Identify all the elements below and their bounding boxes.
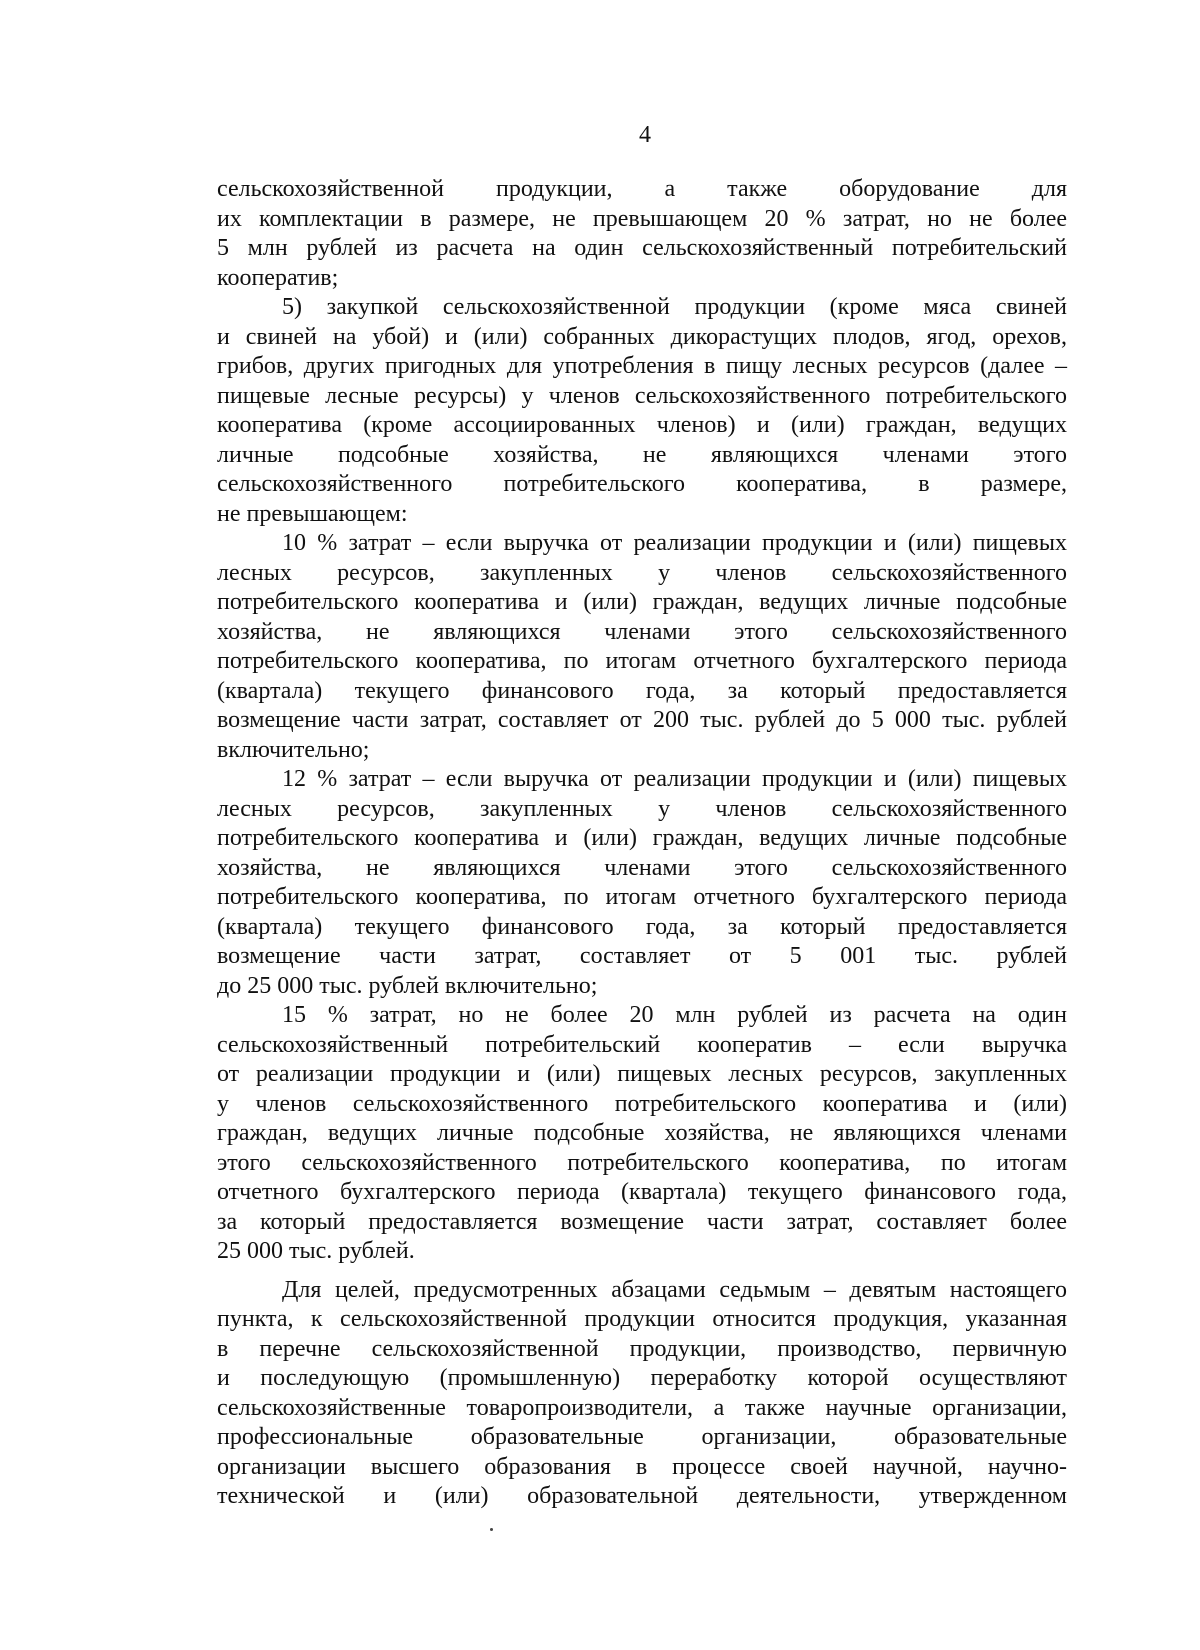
text-line: граждан, ведущих личные подсобные хозяйства, не являющихся членами <box>217 1120 1067 1146</box>
paragraph-rate-10 <box>217 529 1067 765</box>
paragraph-item-5 <box>217 293 1067 529</box>
text-line: (квартала) текущего финансового года, за который предоставляется <box>217 913 1067 940</box>
text-line: (квартала) текущего финансового года, за который предоставляется <box>217 677 1067 704</box>
text-line: организации высшего образования в процессе своей научной, научно- <box>217 1453 1067 1480</box>
scan-speck <box>490 1528 493 1531</box>
text-line: не превышающем: <box>217 500 408 527</box>
text-line: и свиней на убой) и (или) собранных дикорастущих плодов, ягод, орехов, <box>217 323 1067 350</box>
text-line: потребительского кооператива, по итогам отчетного бухгалтерского периода <box>217 884 1067 910</box>
text-line: 5 млн рублей из расчета на один сельскохозяйственный потребительский <box>217 235 1067 261</box>
text-line: их комплектации в размере, не превышающем 20 % затрат, но не более <box>217 205 1067 232</box>
text-line: профессиональные образовательные организации, образовательные <box>217 1424 1067 1450</box>
text-line: сельскохозяйственные товаропроизводители, а также научные организации, <box>217 1394 1067 1421</box>
text-line: лесных ресурсов, закупленных у членов сельскохозяйственного <box>217 795 1067 822</box>
text-line: в перечне сельскохозяйственной продукции, производство, первичную <box>217 1335 1067 1362</box>
text-line: личные подсобные хозяйства, не являющихся членами этого <box>217 441 1067 468</box>
paragraph-definitions <box>217 1276 1067 1512</box>
text-line: кооператив; <box>217 264 339 291</box>
text-line: 10 % затрат – если выручка от реализации продукции и (или) пищевых <box>282 530 1067 556</box>
text-line: 12 % затрат – если выручка от реализации продукции и (или) пищевых <box>282 766 1067 792</box>
paragraph-continuation <box>217 175 1067 293</box>
text-line: у членов сельскохозяйственного потребительского кооператива и (или) <box>217 1090 1067 1117</box>
text-line: возмещение части затрат, составляет от 200 тыс. рублей до 5 000 тыс. рублей <box>217 707 1067 733</box>
text-line: и последующую (промышленную) переработку которой осуществляют <box>217 1365 1067 1391</box>
text-line: технической и (или) образовательной деятельности, утвержденном <box>217 1483 1067 1509</box>
text-line: хозяйства, не являющихся членами этого сельскохозяйственного <box>217 618 1067 645</box>
text-line: пищевые лесные ресурсы) у членов сельскохозяйственного потребительского <box>217 382 1067 409</box>
text-line: до 25 000 тыс. рублей включительно; <box>217 972 598 999</box>
text-line: включительно; <box>217 736 370 763</box>
text-line: потребительского кооператива, по итогам отчетного бухгалтерского периода <box>217 648 1067 674</box>
text-line: 15 % затрат, но не более 20 млн рублей из расчета на один <box>282 1002 1067 1028</box>
page-number: 4 <box>639 122 651 148</box>
text-line: возмещение части затрат, составляет от 5 001 тыс. рублей <box>217 943 1067 969</box>
text-line: сельскохозяйственной продукции, а также оборудование для <box>217 176 1067 202</box>
text-line: грибов, других пригодных для употребления в пищу лесных ресурсов (далее – <box>217 353 1067 379</box>
text-line: этого сельскохозяйственного потребительского кооператива, по итогам <box>217 1149 1067 1176</box>
text-line: потребительского кооператива и (или) граждан, ведущих личные подсобные <box>217 589 1067 615</box>
document-body <box>217 175 1067 1512</box>
text-line: сельскохозяйственный потребительский кооператив – если выручка <box>217 1031 1067 1058</box>
text-line: потребительского кооператива и (или) граждан, ведущих личные подсобные <box>217 825 1067 851</box>
text-line: сельскохозяйственного потребительского кооператива, в размере, <box>217 471 1067 497</box>
text-line: Для целей, предусмотренных абзацами седьмым – девятым настоящего <box>282 1276 1067 1303</box>
text-line: от реализации продукции и (или) пищевых лесных ресурсов, закупленных <box>217 1061 1067 1087</box>
text-line: пункта, к сельскохозяйственной продукции относится продукция, указанная <box>217 1306 1067 1332</box>
text-line: лесных ресурсов, закупленных у членов сельскохозяйственного <box>217 559 1067 586</box>
text-line: 25 000 тыс. рублей. <box>217 1238 415 1264</box>
paragraph-rate-15 <box>217 1001 1067 1267</box>
text-line: кооператива (кроме ассоциированных членов) и (или) граждан, ведущих <box>217 412 1067 438</box>
paragraph-rate-12 <box>217 765 1067 1001</box>
text-line: хозяйства, не являющихся членами этого сельскохозяйственного <box>217 854 1067 881</box>
text-line: за который предоставляется возмещение части затрат, составляет более <box>217 1208 1067 1235</box>
text-line: отчетного бухгалтерского периода (квартала) текущего финансового года, <box>217 1179 1067 1205</box>
text-line: 5) закупкой сельскохозяйственной продукции (кроме мяса свиней <box>282 294 1067 320</box>
